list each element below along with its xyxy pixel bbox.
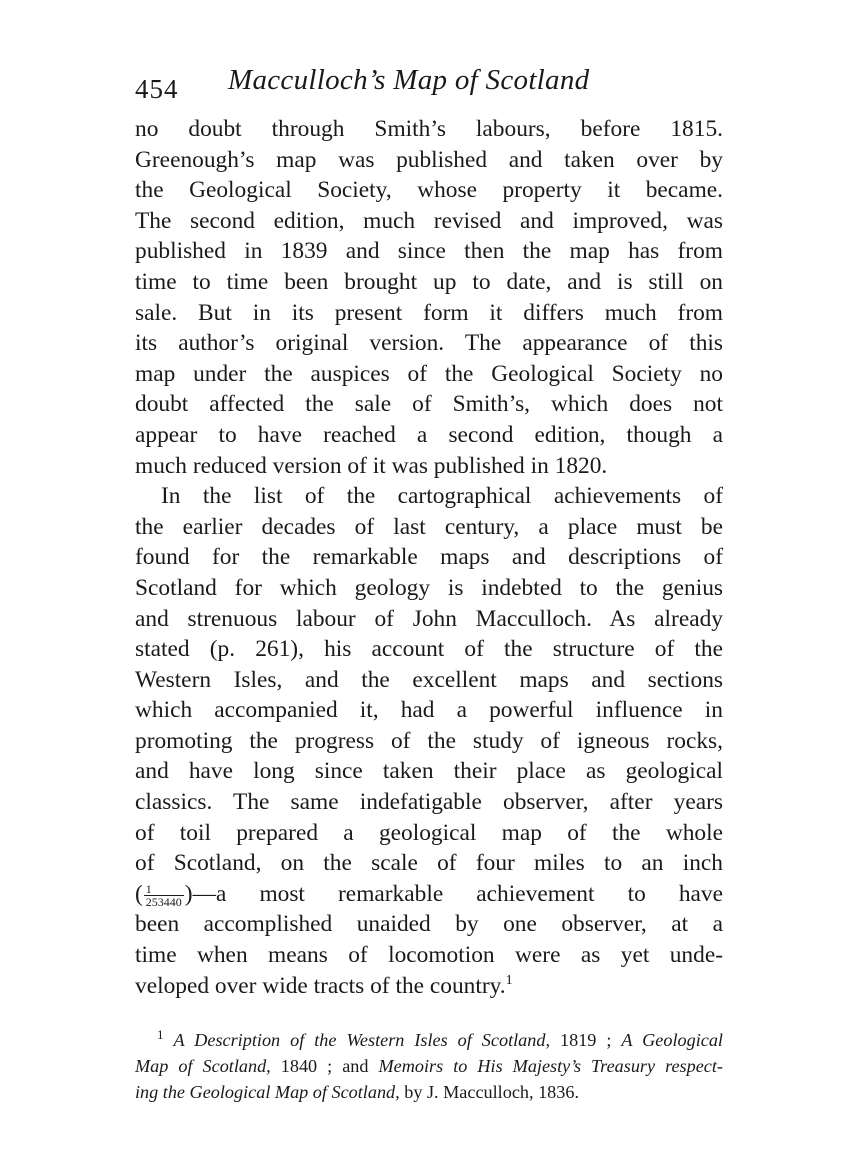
text-line: the earlier decades of last century, a place must be xyxy=(135,513,723,540)
text-line: which accompanied it, had a powerful influence in xyxy=(135,697,723,724)
footnote-reference: 1 xyxy=(505,972,513,988)
footnote-title-2a: A Geological xyxy=(621,1030,723,1051)
footnote-line xyxy=(135,1053,723,1079)
paragraph-1 xyxy=(135,114,723,481)
scale-fraction xyxy=(144,883,184,908)
text-line xyxy=(135,971,723,1002)
text-line: no doubt through Smith’s labours, before 1815. xyxy=(135,116,723,142)
text-line: much reduced version of it was published in 1820. xyxy=(135,452,608,479)
fraction-open-paren: ( xyxy=(135,880,143,907)
footnote-tail: by J. Macculloch, 1836. xyxy=(399,1082,580,1103)
text-line: of toil prepared a geological map of the whole xyxy=(135,819,723,846)
footnote-title-3a: Memoirs to His Majesty’s Treasury respect- xyxy=(378,1056,723,1077)
footnote-title-2b: Map of Scotland, xyxy=(135,1056,271,1077)
text-line: time to time been brought up to date, and is still on xyxy=(135,268,723,295)
text-line-content: veloped over wide tracts of the country. xyxy=(135,972,506,999)
text-line: been accomplished unaided by one observer, at a xyxy=(135,911,723,938)
text-line: doubt affected the sale of Smith’s, which does not xyxy=(135,391,723,418)
footnote-year-2: 1840 ; and xyxy=(270,1056,379,1077)
text-line: In the list of the cartographical achievements of xyxy=(161,483,723,510)
text-line: of Scotland, on the scale of four miles to an inch xyxy=(135,850,723,877)
body-text xyxy=(135,114,723,1001)
text-line: its author’s original version. The appearance of this xyxy=(135,330,723,357)
fraction-denominator: 253440 xyxy=(145,894,182,909)
footnote-year-1: 1819 ; xyxy=(550,1030,622,1051)
text-line: published in 1839 and since then the map has from xyxy=(135,238,723,265)
text-line: and have long since taken their place as geological xyxy=(135,758,723,785)
text-line: found for the remarkable maps and descriptions of xyxy=(135,544,723,571)
text-line: the Geological Society, whose property it became. xyxy=(135,177,723,204)
text-line: promoting the progress of the study of igneous rocks, xyxy=(135,727,723,754)
text-line-with-fraction xyxy=(135,879,723,910)
fraction-numerator: 1 xyxy=(144,883,184,896)
footnote-mark: 1 xyxy=(157,1027,164,1043)
text-line: Greenough’s map was published and taken over by xyxy=(135,146,723,173)
footnote-title-1: A Description of the Western Isles of Scotland, xyxy=(173,1030,551,1051)
text-line: stated (p. 261), his account of the structure of the xyxy=(135,636,723,663)
footnote-title-3b: ing the Geological Map of Scotland, xyxy=(135,1082,400,1103)
text-line: time when means of locomotion were as yet unde- xyxy=(135,942,723,969)
footnote-line xyxy=(135,1079,723,1105)
text-line: Scotland for which geology is indebted to the genius xyxy=(135,574,723,601)
text-line: The second edition, much revised and improved, was xyxy=(135,207,723,234)
book-page xyxy=(135,56,723,1105)
text-line: appear to have reached a second edition, though a xyxy=(135,421,723,448)
text-line: sale. But in its present form it differs much from xyxy=(135,299,723,326)
footnote-line xyxy=(135,1027,723,1053)
paragraph-2 xyxy=(135,481,723,1001)
page-number: 454 xyxy=(135,74,179,104)
footnote xyxy=(135,1027,723,1105)
text-line: classics. The same indefatigable observer, after years xyxy=(135,789,723,816)
page-header xyxy=(135,56,723,114)
text-line: and strenuous labour of John Macculloch. As already xyxy=(135,605,723,632)
text-line: map under the auspices of the Geological Society no xyxy=(135,360,723,387)
text-line: Western Isles, and the excellent maps and sections xyxy=(135,666,723,693)
running-title: Macculloch’s Map of Scotland xyxy=(228,64,590,96)
fraction-line-rest: )—a most remarkable achievement to have xyxy=(184,880,723,907)
